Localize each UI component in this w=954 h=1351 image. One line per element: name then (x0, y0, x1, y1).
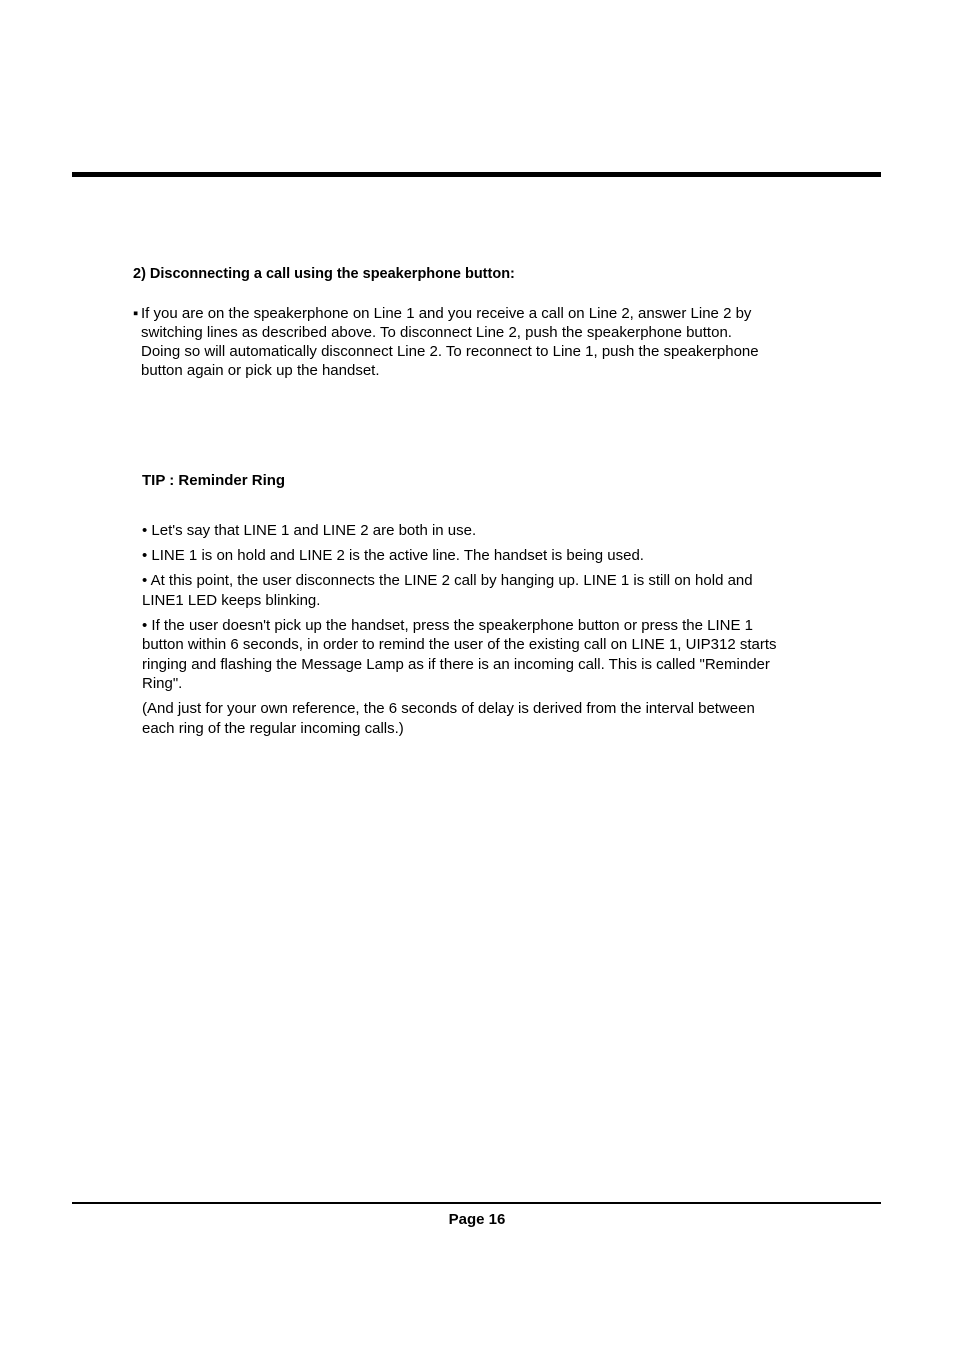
tip-heading: TIP : Reminder Ring (142, 472, 286, 489)
bullet-line: button again or pick up the handset. (141, 362, 380, 379)
square-bullet-icon: ▪ (133, 305, 139, 322)
tip-item (142, 571, 832, 610)
tip-item (142, 616, 832, 694)
tip-item (142, 521, 832, 541)
tip-item (142, 546, 832, 566)
footer-rule (72, 1202, 881, 1204)
header-rule (72, 172, 881, 177)
section-heading: 2) Disconnecting a call using the speakerphone button: (133, 266, 515, 282)
bullet-line: ▪ If you are on the speakerphone on Line 1 and you receive a call on Line 2, answer Line 2 by (133, 305, 752, 322)
tip-line: ringing and flashing the Message Lamp as if there is an incoming call. This is called "Reminder (142, 655, 770, 673)
bullet-line: switching lines as described above. To disconnect Line 2, push the speakerphone button. (141, 324, 732, 341)
bullet-paragraph (133, 304, 823, 380)
tip-line: • LINE 1 is on hold and LINE 2 is the active line. The handset is being used. (142, 547, 644, 564)
tip-list (142, 521, 832, 744)
tip-line: button within 6 seconds, in order to remind the user of the existing call on LINE 1, UIP312 starts (142, 636, 777, 653)
tip-item (142, 699, 832, 738)
tip-line: (And just for your own reference, the 6 seconds of delay is derived from the interval between (142, 700, 755, 717)
tip-line: each ring of the regular incoming calls.) (142, 719, 404, 737)
bullet-line: Doing so will automatically disconnect Line 2. To reconnect to Line 1, push the speakerphone (141, 343, 759, 360)
tip-line: • Let's say that LINE 1 and LINE 2 are both in use. (142, 522, 477, 539)
page-number: Page 16 (448, 1211, 506, 1228)
tip-line: LINE1 LED keeps blinking. (142, 591, 321, 609)
tip-line: • At this point, the user disconnects the LINE 2 call by hanging up. LINE 1 is still on hold and (142, 572, 753, 589)
tip-line: • If the user doesn't pick up the handset, press the speakerphone button or press the LINE 1 (142, 616, 753, 634)
tip-line: Ring". (142, 675, 183, 692)
